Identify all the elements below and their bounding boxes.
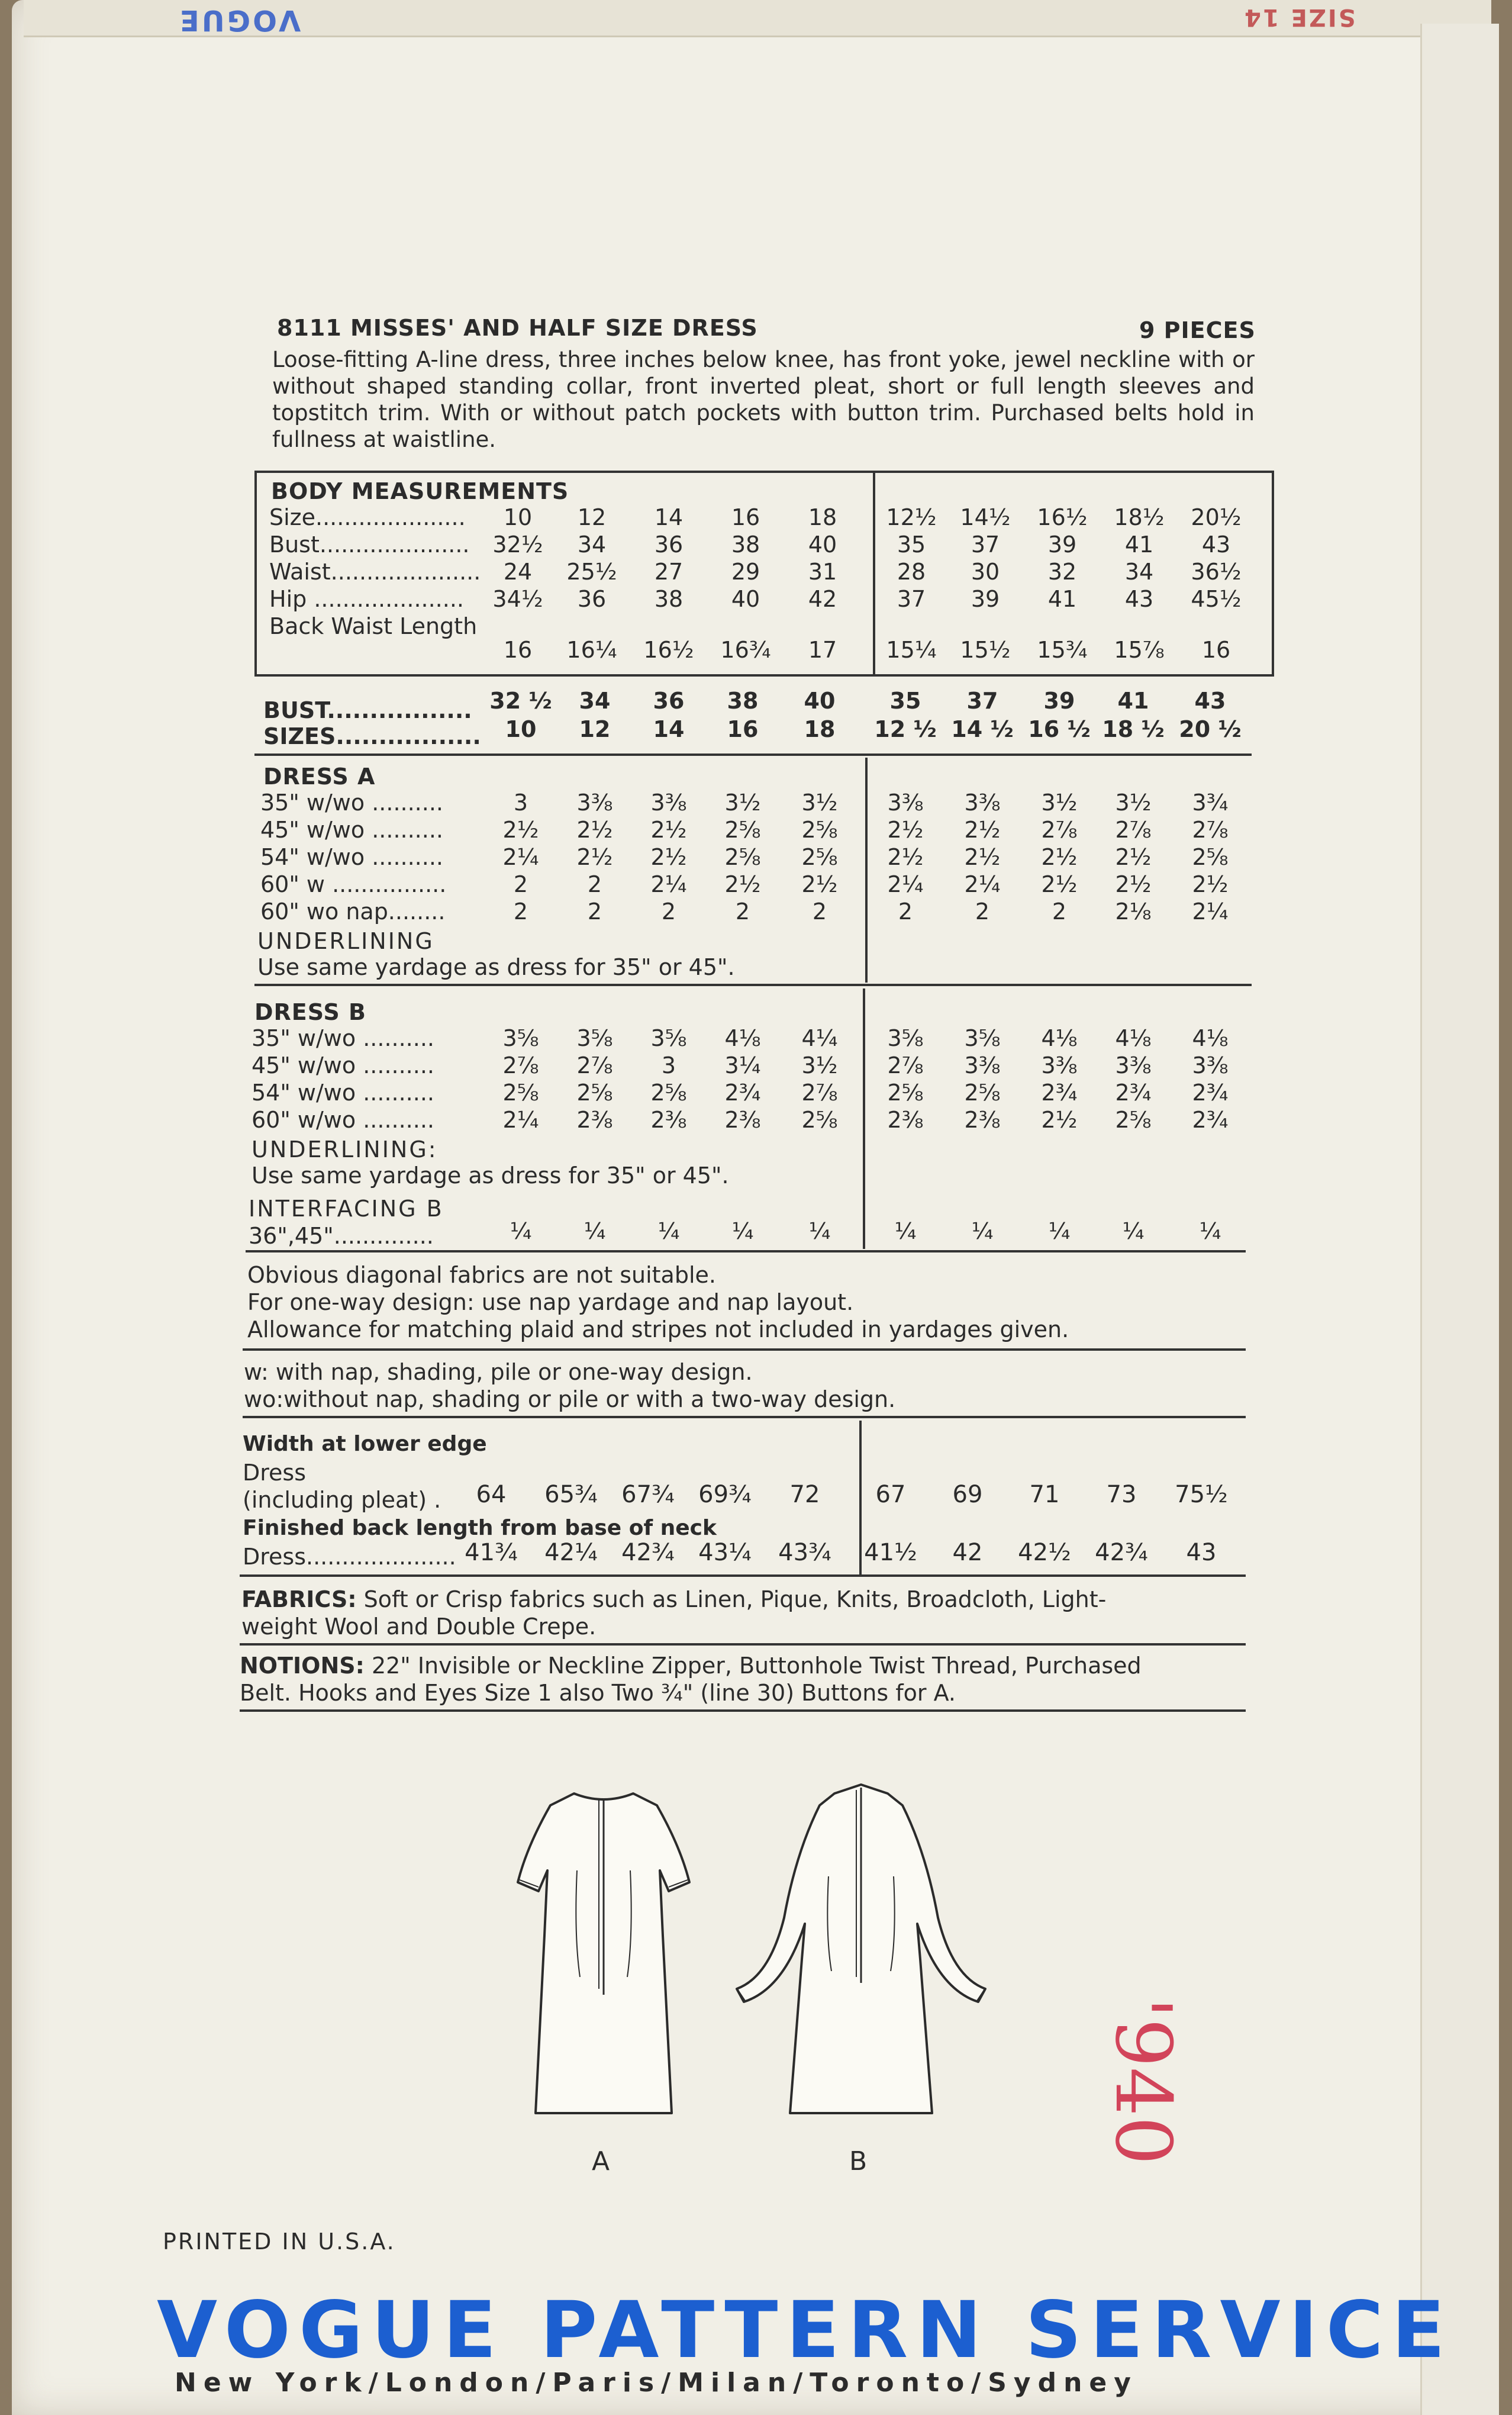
width-lower-edge-title: Width at lower edge [243,1432,487,1456]
dress-b-underlining-title: UNDERLINING: [252,1136,438,1163]
dress-a-cell: 2⅝ [1192,844,1229,870]
body-measurement-row-label: Bust..................... [269,532,470,558]
body-measurement-cell: 32½ [492,532,543,558]
rule [240,1709,1246,1712]
dress-b-row-label: 45" w/wo .......... [252,1052,434,1078]
dress-a-cell: 3⅜ [887,790,924,816]
body-measurement-cell: 36½ [1191,559,1242,585]
illustration-label-b: B [849,2146,868,2176]
interfacing-cell: ¼ [583,1218,606,1244]
dress-a-cell: 2⅞ [1041,817,1078,843]
dress-a-row-label: 60" w ................ [260,871,447,897]
dress-a-cell: 3⅜ [964,790,1001,816]
notions-line-1 [240,1653,1142,1679]
dress-a-cell: 2 [513,899,528,925]
rule [254,984,1252,986]
width-lower-edge-cell: 69¾ [698,1481,752,1508]
dress-b-cell: 3⅜ [964,1052,1001,1078]
rule [240,1643,1246,1646]
notions-text-1: 22" Invisible or Neckline Zipper, Buttonhole Twist Thread, Purchased [371,1653,1142,1679]
dress-b-cell: 3⅝ [964,1025,1001,1051]
sizes-label: SIZES................. [263,723,481,749]
fabrics-text-2: weight Wool and Double Crepe. [241,1614,597,1640]
dress-a-cell: 2½ [801,871,838,897]
nap-note-line: wo:without nap, shading or pile or with a two-way design. [244,1386,896,1412]
dress-b-cell: 3¼ [724,1052,761,1078]
dress-b-row-label: 60" w/wo .......... [252,1107,434,1133]
dress-a-cell: 2½ [1192,871,1229,897]
back-length-label: Dress..................... [243,1544,456,1570]
illustration-label-a: A [592,2146,610,2176]
handwritten-pencil-mark [1098,1959,1219,2172]
back-length-cell: 43 [1186,1539,1217,1566]
width-lower-edge-cell: 64 [476,1481,507,1508]
back-length-cell: 42¾ [1095,1539,1148,1566]
body-measurement-cell: 15¼ [886,637,937,663]
body-measurement-cell: 30 [971,559,1000,585]
dress-a-cell: 2½ [1041,844,1078,870]
box-divider [873,471,875,674]
dress-b-cell: 2⅞ [502,1052,539,1078]
width-dress-label: Dress [243,1460,307,1486]
body-measurement-cell: 12 [577,504,607,530]
dress-a-cell: 2 [587,899,602,925]
fabrics-text-1: Soft or Crisp fabrics such as Linen, Pique, Knits, Broadcloth, Light- [363,1586,1107,1612]
dress-a-back-illustration [509,1782,698,2137]
envelope-right-flap [1420,24,1499,2415]
dress-b-cell: 2⅝ [502,1080,539,1106]
dress-a-cell: 2 [735,899,750,925]
bust-cell: 32 ½ [489,688,552,714]
body-measurement-cell: 16 [1201,637,1231,663]
bust-cell: 39 [1043,688,1075,714]
printed-in-usa: PRINTED IN U.S.A. [163,2229,396,2255]
dress-a-cell: 2⅝ [724,844,761,870]
interfacing-label: 36",45".............. [249,1223,434,1249]
body-measurement-cell: 37 [971,532,1000,558]
body-measurement-cell: 27 [654,559,684,585]
flap-size-text: SIZE 14 [1243,4,1356,31]
dress-a-cell: 2¼ [650,871,687,897]
size-cell: 18 ½ [1102,716,1165,742]
bust-cell: 36 [653,688,685,714]
rule [243,1348,1246,1351]
body-measurement-row-label: Waist..................... [269,559,481,585]
dress-b-cell: 2⅜ [576,1107,613,1133]
dress-b-cell: 3⅝ [502,1025,539,1051]
size-cell: 12 ½ [874,716,937,742]
bust-cell: 41 [1117,688,1149,714]
dress-b-cell: 3⅝ [887,1025,924,1051]
body-measurement-cell: 45½ [1191,586,1242,612]
body-measurement-cell: 17 [808,637,837,663]
body-measurement-cell: 38 [654,586,684,612]
body-measurement-cell: 42 [808,586,837,612]
body-measurement-row-label: Size..................... [269,504,466,530]
back-length-cell: 42¾ [621,1539,675,1566]
dress-b-cell: 2¼ [502,1107,539,1133]
dress-a-cell: 2¼ [502,844,539,870]
dress-a-title: DRESS A [263,764,376,790]
body-measurement-cell: 32 [1047,559,1077,585]
dress-a-cell: 2½ [502,817,539,843]
back-length-cell: 43¼ [698,1539,752,1566]
dress-a-cell: 2½ [650,817,687,843]
dress-a-cell: 2½ [964,817,1001,843]
dress-a-cell: 2⅞ [1115,817,1152,843]
dress-b-cell: 2⅞ [801,1080,838,1106]
body-measurement-cell: 16½ [643,637,694,663]
bust-cell: 43 [1194,688,1226,714]
dress-b-cell: 2¾ [724,1080,761,1106]
bust-cell: 34 [579,688,611,714]
width-pleat-label: (including pleat) . [243,1487,441,1513]
dress-a-row-label: 35" w/wo .......... [260,790,443,816]
back-length-cell: 42¼ [544,1539,598,1566]
interfacing-cell: ¼ [808,1218,831,1244]
brand-logo-text: VOGUE PATTERN SERVICE [157,2285,1453,2376]
width-lower-edge-cell: 72 [789,1481,820,1508]
dress-b-cell: 2⅝ [1115,1107,1152,1133]
back-length-cell: 43¾ [778,1539,831,1566]
dress-a-row-label: 54" w/wo .......... [260,844,443,870]
pencil-note: '940 [1098,1997,1188,2165]
dress-b-cell: 2¾ [1192,1107,1229,1133]
dress-a-cell: 2½ [1041,871,1078,897]
width-lower-edge-cell: 75½ [1175,1481,1228,1508]
notions-text-2: Belt. Hooks and Eyes Size 1 also Two ¾" (line 30) Buttons for A. [240,1680,956,1706]
dress-b-cell: 3⅝ [650,1025,687,1051]
column-divider [863,988,865,1249]
dress-b-cell: 2½ [1041,1107,1078,1133]
body-measurement-cell: 40 [731,586,760,612]
fabrics-line-1 [241,1586,1106,1612]
pattern-description: Loose-fitting A-line dress, three inches below knee, has front yoke, jewel neckline with or without shaped standing collar, front inverted pleat, short or full length sleeves and topstitch trim. With or without patch pockets with button trim. Purchased belts hold in fullness at waistline. [272,347,1255,452]
bust-label: BUST................. [263,697,472,723]
dress-a-row-label: 45" w/wo .......... [260,817,443,843]
dress-a-cell: 3⅜ [576,790,613,816]
body-measurement-cell: 18½ [1114,504,1165,530]
dress-a-cell: 2 [661,899,676,925]
dress-b-cell: 3 [661,1052,676,1078]
note-line: Obvious diagonal fabrics are not suitable. [247,1262,716,1288]
dress-a-cell: 3¾ [1192,790,1229,816]
notions-label: NOTIONS: [240,1653,365,1679]
size-cell: 16 ½ [1028,716,1091,742]
dress-a-cell: 3½ [801,790,838,816]
dress-a-cell: 3 [513,790,528,816]
interfacing-cell: ¼ [657,1218,680,1244]
width-lower-edge-cell: 65¾ [544,1481,598,1508]
dress-a-cell: 2½ [1115,871,1152,897]
back-length-cell: 42 [952,1539,983,1566]
dress-b-cell: 2⅜ [964,1107,1001,1133]
dress-b-cell: 2⅜ [724,1107,761,1133]
dress-a-cell: 2½ [576,844,613,870]
dress-a-cell: 3½ [1041,790,1078,816]
dress-a-cell: 2⅝ [724,817,761,843]
dress-b-cell: 2¾ [1041,1080,1078,1106]
dress-b-title: DRESS B [254,999,366,1025]
dress-b-cell: 3½ [801,1052,838,1078]
body-measurement-cell: 24 [503,559,533,585]
back-length-title: Finished back length from base of neck [243,1516,717,1540]
pattern-title: 8111 MISSES' AND HALF SIZE DRESS [277,315,758,341]
dress-a-row-label: 60" wo nap........ [260,899,446,925]
interfacing-cell: ¼ [731,1218,754,1244]
body-measurement-cell: 43 [1124,586,1154,612]
body-measurement-cell: 41 [1124,532,1154,558]
size-cell: 20 ½ [1179,716,1242,742]
interfacing-title: INTERFACING B [249,1196,444,1222]
dress-b-cell: 2⅝ [887,1080,924,1106]
body-measurement-cell: 15½ [960,637,1011,663]
body-measurement-cell: 39 [971,586,1000,612]
pieces-count: 9 PIECES [1139,317,1256,343]
body-measurement-cell: 31 [808,559,837,585]
dress-b-cell: 4⅛ [1192,1025,1229,1051]
body-measurement-cell: 14½ [960,504,1011,530]
size-cell: 18 [804,716,836,742]
dress-b-cell: 2⅝ [576,1080,613,1106]
bust-cell: 38 [727,688,759,714]
dress-b-underlining-text: Use same yardage as dress for 35" or 45". [252,1163,729,1189]
back-length-cell: 41½ [864,1539,917,1566]
size-cell: 14 ½ [951,716,1014,742]
note-line: For one-way design: use nap yardage and nap layout. [247,1289,854,1315]
width-lower-edge-cell: 69 [952,1481,983,1508]
dress-b-cell: 2⅜ [650,1107,687,1133]
dress-a-cell: 2⅝ [801,844,838,870]
dress-b-cell: 3⅝ [576,1025,613,1051]
dress-a-cell: 2⅞ [1192,817,1229,843]
width-lower-edge-cell: 71 [1029,1481,1060,1508]
dress-b-cell: 2⅝ [964,1080,1001,1106]
body-measurement-cell: 37 [897,586,926,612]
rule [240,1574,1246,1577]
body-measurement-cell: 16 [731,504,760,530]
width-lower-edge-cell: 67¾ [621,1481,675,1508]
rule [243,1416,1246,1418]
size-cell: 12 [579,716,611,742]
dress-b-cell: 4¼ [801,1025,838,1051]
dress-a-underlining-title: UNDERLINING [257,928,434,954]
body-measurement-row-label: Hip ..................... [269,586,464,612]
bust-cell: 37 [966,688,998,714]
dress-b-cell: 2¾ [1192,1080,1229,1106]
body-measurement-cell: 28 [897,559,926,585]
back-length-cell: 41¾ [465,1539,518,1566]
dress-b-row-label: 54" w/wo .......... [252,1080,434,1106]
bust-cell: 35 [889,688,921,714]
body-measurement-cell: 43 [1201,532,1231,558]
body-measurement-cell: 36 [577,586,607,612]
interfacing-cell: ¼ [1048,1218,1071,1244]
body-measurement-cell: 16¼ [566,637,617,663]
dress-a-cell: 2½ [887,817,924,843]
dress-b-cell: 4⅛ [724,1025,761,1051]
dress-a-cell: 2⅝ [801,817,838,843]
bust-cell: 40 [804,688,836,714]
dress-a-cell: 2½ [964,844,1001,870]
column-divider [865,758,868,983]
dress-a-cell: 2½ [650,844,687,870]
dress-a-cell: 2½ [576,817,613,843]
body-measurement-cell: 35 [897,532,926,558]
dress-b-cell: 2⅜ [887,1107,924,1133]
dress-b-cell: 3⅜ [1041,1052,1078,1078]
dress-a-cell: 2¼ [1192,899,1229,925]
dress-a-cell: 2½ [724,871,761,897]
size-cell: 14 [653,716,685,742]
body-measurement-cell: 39 [1047,532,1077,558]
interfacing-cell: ¼ [1122,1218,1145,1244]
body-measurement-cell: 16 [503,637,533,663]
rule [254,754,1252,756]
dress-b-cell: 2¾ [1115,1080,1152,1106]
body-measurement-cell: 34½ [492,586,543,612]
body-measurement-cell: 12½ [886,504,937,530]
dress-a-cell: 2 [812,899,827,925]
body-measurement-cell: 10 [503,504,533,530]
interfacing-cell: ¼ [971,1218,994,1244]
dress-a-cell: 3⅜ [650,790,687,816]
dress-b-cell: 2⅝ [801,1107,838,1133]
dress-a-cell: 2¼ [887,871,924,897]
body-measurement-cell: 18 [808,504,837,530]
interfacing-cell: ¼ [510,1218,532,1244]
dress-a-cell: 2 [1052,899,1067,925]
body-measurement-cell: 15¾ [1037,637,1088,663]
body-measurement-cell: 41 [1047,586,1077,612]
rule [246,1250,1246,1252]
dress-b-cell: 2⅞ [576,1052,613,1078]
body-measurement-cell: 36 [654,532,684,558]
body-measurement-cell: 29 [731,559,760,585]
body-measurement-cell: 20½ [1191,504,1242,530]
interfacing-cell: ¼ [894,1218,917,1244]
column-divider [859,1421,862,1574]
fabrics-label: FABRICS: [241,1586,357,1612]
body-measurement-cell: 34 [577,532,607,558]
dress-b-cell: 4⅛ [1041,1025,1078,1051]
body-measurement-cell: 40 [808,532,837,558]
dress-a-cell: 2 [513,871,528,897]
size-cell: 10 [505,716,537,742]
dress-b-cell: 3⅜ [1115,1052,1152,1078]
dress-a-cell: 2½ [887,844,924,870]
dress-b-cell: 3⅜ [1192,1052,1229,1078]
interfacing-cell: ¼ [1199,1218,1221,1244]
body-measurement-cell: 25½ [566,559,617,585]
body-measurement-cell: 16¾ [720,637,771,663]
nap-note-line: w: with nap, shading, pile or one-way design. [244,1359,753,1385]
dress-a-cell: 2 [587,871,602,897]
dress-a-cell: 2⅛ [1115,899,1152,925]
body-measurement-cell: 15⅞ [1114,637,1165,663]
width-lower-edge-cell: 73 [1106,1481,1137,1508]
dress-b-cell: 2⅝ [650,1080,687,1106]
width-lower-edge-cell: 67 [875,1481,906,1508]
dress-b-cell: 4⅛ [1115,1025,1152,1051]
dress-b-row-label: 35" w/wo .......... [252,1025,434,1051]
back-length-cell: 42½ [1018,1539,1071,1566]
note-line: Allowance for matching plaid and stripes not included in yardages given. [247,1316,1069,1342]
dress-a-cell: 2 [898,899,913,925]
brand-cities: New York/London/Paris/Milan/Toronto/Sydney [175,2368,1138,2398]
body-measurement-row-label: Back Waist Length [269,613,478,639]
dress-b-back-illustration [725,1782,997,2137]
dress-a-cell: 3½ [724,790,761,816]
dress-b-cell: 2⅞ [887,1052,924,1078]
dress-a-cell: 2 [975,899,990,925]
body-measurement-cell: 16½ [1037,504,1088,530]
body-measurements-title: BODY MEASUREMENTS [271,478,569,504]
dress-a-underlining-text: Use same yardage as dress for 35" or 45". [257,954,735,980]
size-cell: 16 [727,716,759,742]
body-measurement-cell: 14 [654,504,684,530]
body-measurement-cell: 38 [731,532,760,558]
flap-brand-text: VOGUE [178,4,301,37]
dress-a-cell: 3½ [1115,790,1152,816]
dress-a-cell: 2½ [1115,844,1152,870]
body-measurement-cell: 34 [1124,559,1154,585]
dress-a-cell: 2¼ [964,871,1001,897]
